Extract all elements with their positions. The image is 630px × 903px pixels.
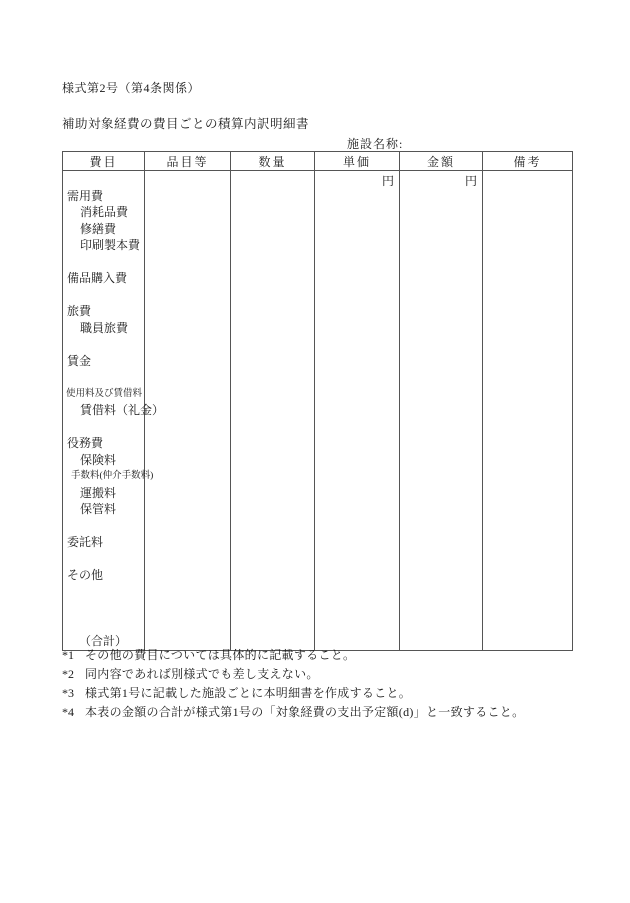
header-item-detail: 品目等 [145,152,231,171]
expense-line: 需用費 [67,188,104,203]
expense-item-list [63,171,165,650]
expense-line-blank [63,584,144,601]
expense-line: （合計） [79,634,128,648]
expense-line-blank [63,600,144,617]
expense-line: 役務費 [67,436,104,450]
facility-name-label: 施設名称: [347,137,404,151]
expense-line: 修繕費 [80,221,117,236]
table-header-row [63,152,573,171]
expense-line: 運搬料 [80,485,117,500]
quantity-column [231,171,315,651]
expense-line: 消耗品費 [80,205,129,219]
expense-line: 旅費 [67,304,92,318]
footnote-marker: *1 [62,648,74,662]
facility-name-row [347,135,498,152]
expense-line: 保険料 [80,452,117,467]
footnotes [62,646,582,722]
form-number: 様式第2号（第4条関係） [62,81,201,95]
amount-yen-unit: 円 [464,174,477,188]
expense-line: 印刷製本費 [80,238,141,252]
header-remarks: 備考 [483,152,573,171]
footnote-row [62,646,582,665]
expense-line-blank [63,369,144,386]
header-expense-item: 費目 [63,152,145,171]
unit-price-column [315,171,400,651]
expense-line-blank [63,617,144,634]
expense-line-blank [63,171,144,188]
expense-line-blank [63,551,144,568]
footnote-marker: *2 [62,667,74,681]
unit-price-yen-unit: 円 [381,174,394,188]
expense-line: 職員旅費 [80,320,129,335]
expense-line: 保管料 [80,502,117,516]
amount-column [400,171,483,651]
footnote-text: 同内容であれば別様式でも差し支えない。 [85,667,319,681]
expense-line-blank [63,336,144,353]
facility-name-blank-field [405,138,498,152]
document-title: 補助対象経費の費目ごとの積算内訳明細書 [62,117,310,131]
expense-line: その他 [67,568,104,582]
footnote-row [62,665,582,684]
table-body-row [63,171,573,651]
expense-breakdown-table [62,151,573,651]
expense-line-blank [63,287,144,304]
footnote-marker: *4 [62,705,74,719]
expense-line-blank [63,419,144,436]
footnote-row [62,684,582,703]
expense-line: 備品購入費 [67,271,128,285]
expense-line: 賃金 [67,353,92,368]
remarks-column [483,171,573,651]
expense-line: 使用料及び賃借料 [66,388,143,399]
expense-line: 賃借料（礼金） [80,403,165,417]
expense-line-blank [63,254,144,271]
footnote-marker: *3 [62,686,74,700]
footnote-text: 様式第1号に記載した施設ごとに本明細書を作成すること。 [85,686,412,700]
footnote-row [62,703,582,722]
header-amount: 金額 [400,152,483,171]
expense-items-column [63,171,165,651]
header-quantity: 数量 [231,152,315,171]
header-unit-price: 単価 [315,152,400,171]
expense-line: 委託料 [67,535,104,549]
expense-line: 手数料(仲介手数料) [71,471,154,481]
footnote-text: 本表の金額の合計が様式第1号の「対象経費の支出予定額(d)」と一致すること。 [85,705,525,719]
footnote-text: その他の費目については具体的に記載すること。 [85,648,356,662]
expense-line-blank [63,518,144,535]
